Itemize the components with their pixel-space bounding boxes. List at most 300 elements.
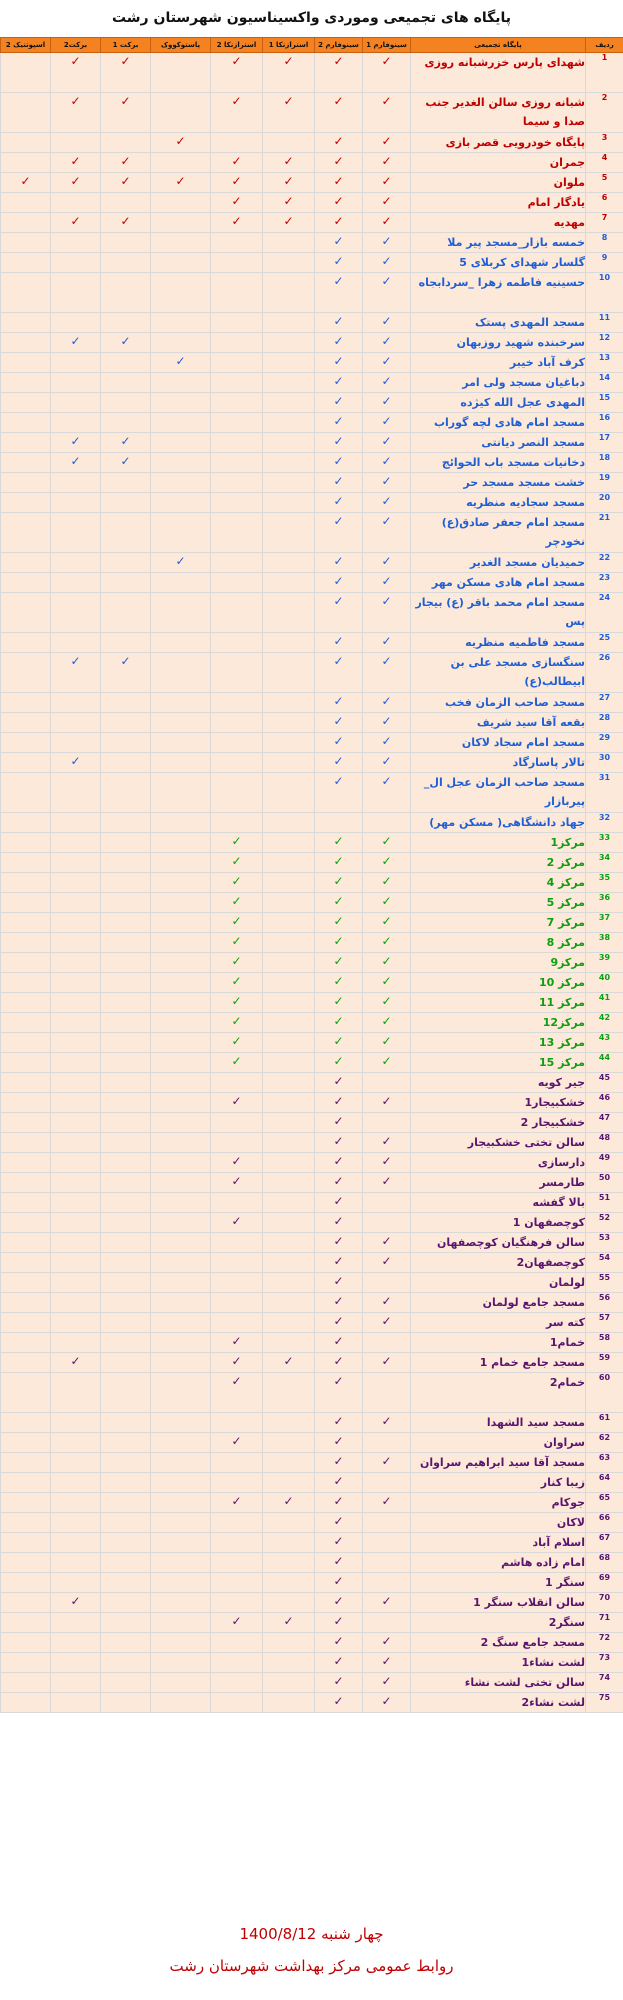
vaccine-cell	[363, 1673, 411, 1693]
vaccine-cell	[263, 1253, 315, 1273]
check-icon: ✓	[70, 54, 81, 68]
vaccine-cell	[363, 753, 411, 773]
vaccine-cell	[363, 1453, 411, 1473]
site-name: بقعه آقا سید شریف	[411, 713, 586, 733]
site-name: خمام2	[411, 1373, 586, 1413]
vaccine-cell	[315, 1293, 363, 1313]
table-row	[1, 1133, 623, 1153]
check-icon: ✓	[333, 1354, 344, 1368]
vaccine-cell	[151, 353, 211, 373]
vaccine-cell	[263, 913, 315, 933]
vaccine-cell	[315, 713, 363, 733]
vaccine-cell	[1, 153, 51, 173]
vaccine-cell	[151, 53, 211, 93]
check-icon: ✓	[175, 174, 186, 188]
vaccine-cell	[263, 213, 315, 233]
vaccine-cell	[101, 1373, 151, 1413]
table-row	[1, 453, 623, 473]
vaccine-cell	[51, 1593, 101, 1613]
vaccine-cell	[363, 1173, 411, 1193]
vaccine-cell	[1, 313, 51, 333]
vaccine-cell	[151, 753, 211, 773]
row-number: 17	[586, 433, 623, 453]
vaccine-cell	[315, 453, 363, 473]
vaccine-cell	[151, 1113, 211, 1133]
vaccine-cell	[315, 1193, 363, 1213]
vaccine-cell	[211, 513, 263, 553]
check-icon: ✓	[333, 954, 344, 968]
vaccine-cell	[211, 733, 263, 753]
vaccine-cell	[51, 153, 101, 173]
vaccine-cell	[1, 1433, 51, 1453]
vaccine-cell	[263, 1213, 315, 1233]
check-icon: ✓	[333, 474, 344, 488]
vaccine-cell	[101, 993, 151, 1013]
vaccine-cell	[211, 1373, 263, 1413]
check-icon: ✓	[333, 1254, 344, 1268]
vaccine-cell	[101, 693, 151, 713]
vaccine-cell	[211, 433, 263, 453]
site-name: سنگر 1	[411, 1573, 586, 1593]
vaccine-cell	[315, 1413, 363, 1433]
vaccine-cell	[151, 773, 211, 813]
vaccine-cell	[315, 1073, 363, 1093]
vaccine-cell	[101, 873, 151, 893]
vaccine-cell	[1, 373, 51, 393]
vaccine-cell	[263, 1053, 315, 1073]
check-icon: ✓	[381, 934, 392, 948]
table-row	[1, 1653, 623, 1673]
vaccine-cell	[151, 433, 211, 453]
check-icon: ✓	[333, 154, 344, 168]
row-number: 38	[586, 933, 623, 953]
site-name: جیر کویه	[411, 1073, 586, 1093]
vaccine-cell	[315, 653, 363, 693]
site-name: کته سر	[411, 1313, 586, 1333]
vaccine-cell	[263, 1493, 315, 1513]
vaccine-cell	[363, 713, 411, 733]
vaccine-cell	[315, 693, 363, 713]
vaccine-cell	[315, 1013, 363, 1033]
vaccine-cell	[101, 1353, 151, 1373]
check-icon: ✓	[231, 874, 242, 888]
site-name: مرکز 13	[411, 1033, 586, 1053]
vaccine-cell	[101, 513, 151, 553]
site-name: دخانیات مسجد باب الحوائج	[411, 453, 586, 473]
vaccine-cell	[315, 313, 363, 333]
row-number: 59	[586, 1353, 623, 1373]
vaccine-cell	[101, 893, 151, 913]
check-icon: ✓	[70, 434, 81, 448]
row-number: 22	[586, 553, 623, 573]
check-icon: ✓	[333, 1234, 344, 1248]
vaccine-cell	[211, 893, 263, 913]
vaccine-cell	[51, 713, 101, 733]
table-row	[1, 1333, 623, 1353]
check-icon: ✓	[381, 1494, 392, 1508]
vaccine-cell	[1, 1253, 51, 1273]
vaccine-cell	[151, 1433, 211, 1453]
vaccine-cell	[1, 1673, 51, 1693]
vaccine-cell	[51, 853, 101, 873]
vaccine-cell	[151, 1413, 211, 1433]
check-icon: ✓	[333, 1054, 344, 1068]
check-icon: ✓	[120, 654, 131, 668]
check-icon: ✓	[381, 1094, 392, 1108]
check-icon: ✓	[283, 1494, 294, 1508]
row-number: 23	[586, 573, 623, 593]
vaccine-cell	[363, 1273, 411, 1293]
vaccine-cell	[151, 833, 211, 853]
site-name: کرف آباد خیبر	[411, 353, 586, 373]
vaccine-cell	[101, 953, 151, 973]
vaccine-cell	[263, 1633, 315, 1653]
row-number: 42	[586, 1013, 623, 1033]
vaccine-cell	[211, 1593, 263, 1613]
vaccine-cell	[151, 1533, 211, 1553]
vaccine-cell	[363, 1073, 411, 1093]
table-row	[1, 1553, 623, 1573]
vaccine-cell	[315, 913, 363, 933]
vaccine-cell	[211, 1053, 263, 1073]
vaccine-cell	[101, 1453, 151, 1473]
row-number: 74	[586, 1673, 623, 1693]
check-icon: ✓	[333, 1154, 344, 1168]
check-icon: ✓	[70, 154, 81, 168]
vaccine-cell	[315, 833, 363, 853]
check-icon: ✓	[333, 1674, 344, 1688]
vaccine-cell	[211, 493, 263, 513]
check-icon: ✓	[333, 334, 344, 348]
vaccine-cell	[151, 373, 211, 393]
check-icon: ✓	[231, 54, 242, 68]
vaccine-cell	[101, 1333, 151, 1353]
check-icon: ✓	[231, 1054, 242, 1068]
check-icon: ✓	[283, 1354, 294, 1368]
vaccine-cell	[263, 993, 315, 1013]
check-icon: ✓	[333, 1314, 344, 1328]
vaccine-cell	[51, 273, 101, 313]
row-number: 28	[586, 713, 623, 733]
check-icon: ✓	[120, 54, 131, 68]
vaccine-cell	[263, 733, 315, 753]
check-icon: ✓	[333, 174, 344, 188]
vaccine-cell	[363, 653, 411, 693]
site-name: خمسه بازار_مسجد پیر ملا	[411, 233, 586, 253]
check-icon: ✓	[231, 854, 242, 868]
vaccine-cell	[101, 1033, 151, 1053]
site-name: سالن تختی لشت نشاء	[411, 1673, 586, 1693]
row-number: 33	[586, 833, 623, 853]
vaccine-cell	[315, 1053, 363, 1073]
vaccine-cell	[363, 513, 411, 553]
check-icon: ✓	[381, 954, 392, 968]
vaccine-cell	[315, 593, 363, 633]
vaccine-cell	[363, 273, 411, 313]
vaccine-cell	[315, 1113, 363, 1133]
row-number: 52	[586, 1213, 623, 1233]
vaccine-cell	[51, 1313, 101, 1333]
vaccine-cell	[51, 133, 101, 153]
vaccine-cell	[151, 553, 211, 573]
table-row	[1, 513, 623, 553]
site-name: جوکام	[411, 1493, 586, 1513]
check-icon: ✓	[333, 694, 344, 708]
vaccine-cell	[1, 873, 51, 893]
vaccine-cell	[211, 1613, 263, 1633]
vaccine-cell	[1, 773, 51, 813]
vaccine-cell	[101, 193, 151, 213]
vaccine-cell	[51, 93, 101, 133]
vaccine-cell	[211, 393, 263, 413]
vaccine-cell	[51, 1213, 101, 1233]
vaccine-cell	[151, 1093, 211, 1113]
site-name: اسلام آباد	[411, 1533, 586, 1553]
row-number: 68	[586, 1553, 623, 1573]
table-row	[1, 253, 623, 273]
vaccine-cell	[51, 1233, 101, 1253]
check-icon: ✓	[381, 1594, 392, 1608]
vaccine-cell	[101, 173, 151, 193]
table-row	[1, 1413, 623, 1433]
table-row	[1, 1473, 623, 1493]
vaccine-cell	[151, 693, 211, 713]
vaccine-cell	[315, 253, 363, 273]
vaccine-cell	[1, 93, 51, 133]
vaccine-cell	[1, 1193, 51, 1213]
vaccine-cell	[315, 1513, 363, 1533]
check-icon: ✓	[70, 1354, 81, 1368]
vaccine-cell	[1, 1453, 51, 1473]
site-name: شبانه روزی سالن الغدیر جنب صدا و سیما	[411, 93, 586, 133]
row-number: 9	[586, 253, 623, 273]
check-icon: ✓	[231, 974, 242, 988]
site-name: حسینیه فاطمه زهرا _سردابجاه	[411, 273, 586, 313]
vaccine-cell	[363, 973, 411, 993]
row-number: 47	[586, 1113, 623, 1133]
vaccine-cell	[315, 93, 363, 133]
site-name: سالن فرهنگیان کوچصفهان	[411, 1233, 586, 1253]
vaccine-cell	[101, 1073, 151, 1093]
check-icon: ✓	[381, 94, 392, 108]
vaccine-cell	[151, 1353, 211, 1373]
check-icon: ✓	[381, 374, 392, 388]
vaccine-cell	[363, 1513, 411, 1533]
check-icon: ✓	[231, 1334, 242, 1348]
check-icon: ✓	[381, 514, 392, 528]
vaccine-cell	[315, 733, 363, 753]
vaccine-cell	[363, 993, 411, 1013]
vaccine-cell	[101, 1093, 151, 1113]
vaccine-cell	[363, 1013, 411, 1033]
vaccine-cell	[315, 853, 363, 873]
check-icon: ✓	[333, 354, 344, 368]
table-row	[1, 913, 623, 933]
vaccine-cell	[363, 1333, 411, 1353]
vaccine-cell	[315, 1213, 363, 1233]
vaccine-cell	[51, 1033, 101, 1053]
vaccine-cell	[263, 353, 315, 373]
site-name: کوچصفهان 1	[411, 1213, 586, 1233]
site-name: مسجد امام هادی لچه گوراب	[411, 413, 586, 433]
vaccine-cell	[211, 1133, 263, 1153]
row-number: 56	[586, 1293, 623, 1313]
site-name: لشت نشاء1	[411, 1653, 586, 1673]
vaccine-cell	[51, 393, 101, 413]
vaccine-cell	[363, 153, 411, 173]
check-icon: ✓	[381, 414, 392, 428]
vaccine-cell	[363, 1053, 411, 1073]
vaccine-cell	[315, 1033, 363, 1053]
vaccine-cell	[1, 713, 51, 733]
vaccine-cell	[101, 353, 151, 373]
check-icon: ✓	[333, 374, 344, 388]
vaccine-cell	[101, 1113, 151, 1133]
vaccine-cell	[211, 413, 263, 433]
vaccine-cell	[101, 1193, 151, 1213]
vaccine-cell	[211, 273, 263, 313]
vaccine-cell	[151, 1173, 211, 1193]
vaccine-cell	[263, 1233, 315, 1253]
row-number: 46	[586, 1093, 623, 1113]
check-icon: ✓	[231, 834, 242, 848]
vaccine-cell	[315, 573, 363, 593]
vaccine-cell	[151, 1493, 211, 1513]
row-number: 12	[586, 333, 623, 353]
vaccine-cell	[263, 1433, 315, 1453]
site-name: مسجد صاحب الزمان فخب	[411, 693, 586, 713]
vaccine-cell	[211, 1313, 263, 1333]
vaccine-cell	[51, 1093, 101, 1113]
vaccine-cell	[101, 1273, 151, 1293]
site-name: دباغیان مسجد ولی امر	[411, 373, 586, 393]
vaccine-cell	[211, 553, 263, 573]
site-name: گلسار شهدای کربلای 5	[411, 253, 586, 273]
vaccine-cell	[363, 1113, 411, 1133]
vaccine-cell	[263, 1193, 315, 1213]
vaccine-cell	[263, 893, 315, 913]
row-number: 43	[586, 1033, 623, 1053]
vaccine-cell	[315, 1273, 363, 1293]
vaccine-cell	[1, 1693, 51, 1713]
table-row	[1, 933, 623, 953]
vaccine-cell	[1, 933, 51, 953]
vaccine-cell	[363, 53, 411, 93]
vaccine-cell	[101, 933, 151, 953]
vaccine-cell	[363, 1033, 411, 1053]
check-icon: ✓	[333, 1334, 344, 1348]
check-icon: ✓	[70, 334, 81, 348]
table-row	[1, 773, 623, 813]
table-row	[1, 1593, 623, 1613]
site-name: مسجد جامع سنگ 2	[411, 1633, 586, 1653]
vaccine-cell	[151, 413, 211, 433]
vaccine-cell	[211, 1693, 263, 1713]
vaccine-cell	[1, 133, 51, 153]
site-name: مسجد آقا سید ابراهیم سراوان	[411, 1453, 586, 1473]
vaccine-cell	[1, 953, 51, 973]
vaccine-cell	[211, 1153, 263, 1173]
vaccine-cell	[211, 1413, 263, 1433]
check-icon: ✓	[231, 1434, 242, 1448]
check-icon: ✓	[381, 54, 392, 68]
check-icon: ✓	[381, 194, 392, 208]
vaccine-cell	[51, 473, 101, 493]
vaccine-cell	[151, 193, 211, 213]
vaccine-cell	[363, 193, 411, 213]
vaccine-cell	[1, 733, 51, 753]
vaccine-cell	[315, 53, 363, 93]
vaccine-cell	[151, 893, 211, 913]
vaccine-cell	[51, 433, 101, 453]
vaccine-cell	[1, 1213, 51, 1233]
vaccine-cell	[151, 1693, 211, 1713]
vaccine-cell	[51, 1493, 101, 1513]
site-name: مسجد جامع لولمان	[411, 1293, 586, 1313]
vaccine-cell	[315, 1173, 363, 1193]
vaccine-cell	[101, 333, 151, 353]
vaccine-cell	[263, 1553, 315, 1573]
vaccine-cell	[211, 333, 263, 353]
vaccine-cell	[151, 1293, 211, 1313]
site-name: خشت مسجد مسجد حر	[411, 473, 586, 493]
row-number: 44	[586, 1053, 623, 1073]
row-number: 34	[586, 853, 623, 873]
vaccine-cell	[263, 713, 315, 733]
row-number: 75	[586, 1693, 623, 1713]
vaccine-cell	[1, 1053, 51, 1073]
vaccine-cell	[363, 413, 411, 433]
vaccine-cell	[151, 633, 211, 653]
table-row	[1, 173, 623, 193]
table-row	[1, 233, 623, 253]
vaccine-cell	[1, 1413, 51, 1433]
vaccine-cell	[101, 1233, 151, 1253]
vaccine-cell	[363, 1493, 411, 1513]
site-name: دارسازی	[411, 1153, 586, 1173]
vaccine-cell	[315, 233, 363, 253]
vaccine-cell	[315, 1633, 363, 1653]
vaccine-cell	[211, 993, 263, 1013]
vaccine-cell	[315, 933, 363, 953]
vaccine-cell	[315, 1433, 363, 1453]
check-icon: ✓	[333, 1274, 344, 1288]
vaccine-cell	[101, 1573, 151, 1593]
vaccine-cell	[211, 693, 263, 713]
vaccine-cell	[151, 933, 211, 953]
vaccine-cell	[101, 1653, 151, 1673]
vaccine-cell	[1, 1033, 51, 1053]
vaccine-cell	[151, 1073, 211, 1093]
vaccine-cell	[151, 1133, 211, 1153]
vaccine-cell	[315, 193, 363, 213]
table-row	[1, 573, 623, 593]
vaccine-cell	[1, 893, 51, 913]
check-icon: ✓	[381, 1174, 392, 1188]
check-icon: ✓	[333, 1554, 344, 1568]
check-icon: ✓	[381, 974, 392, 988]
check-icon: ✓	[381, 1694, 392, 1708]
vaccine-cell	[211, 953, 263, 973]
vaccine-cell	[315, 973, 363, 993]
check-icon: ✓	[381, 1034, 392, 1048]
row-number: 39	[586, 953, 623, 973]
vaccine-cell	[1, 513, 51, 553]
table-row	[1, 413, 623, 433]
check-icon: ✓	[333, 1134, 344, 1148]
vaccine-cell	[263, 93, 315, 133]
table-row	[1, 393, 623, 413]
